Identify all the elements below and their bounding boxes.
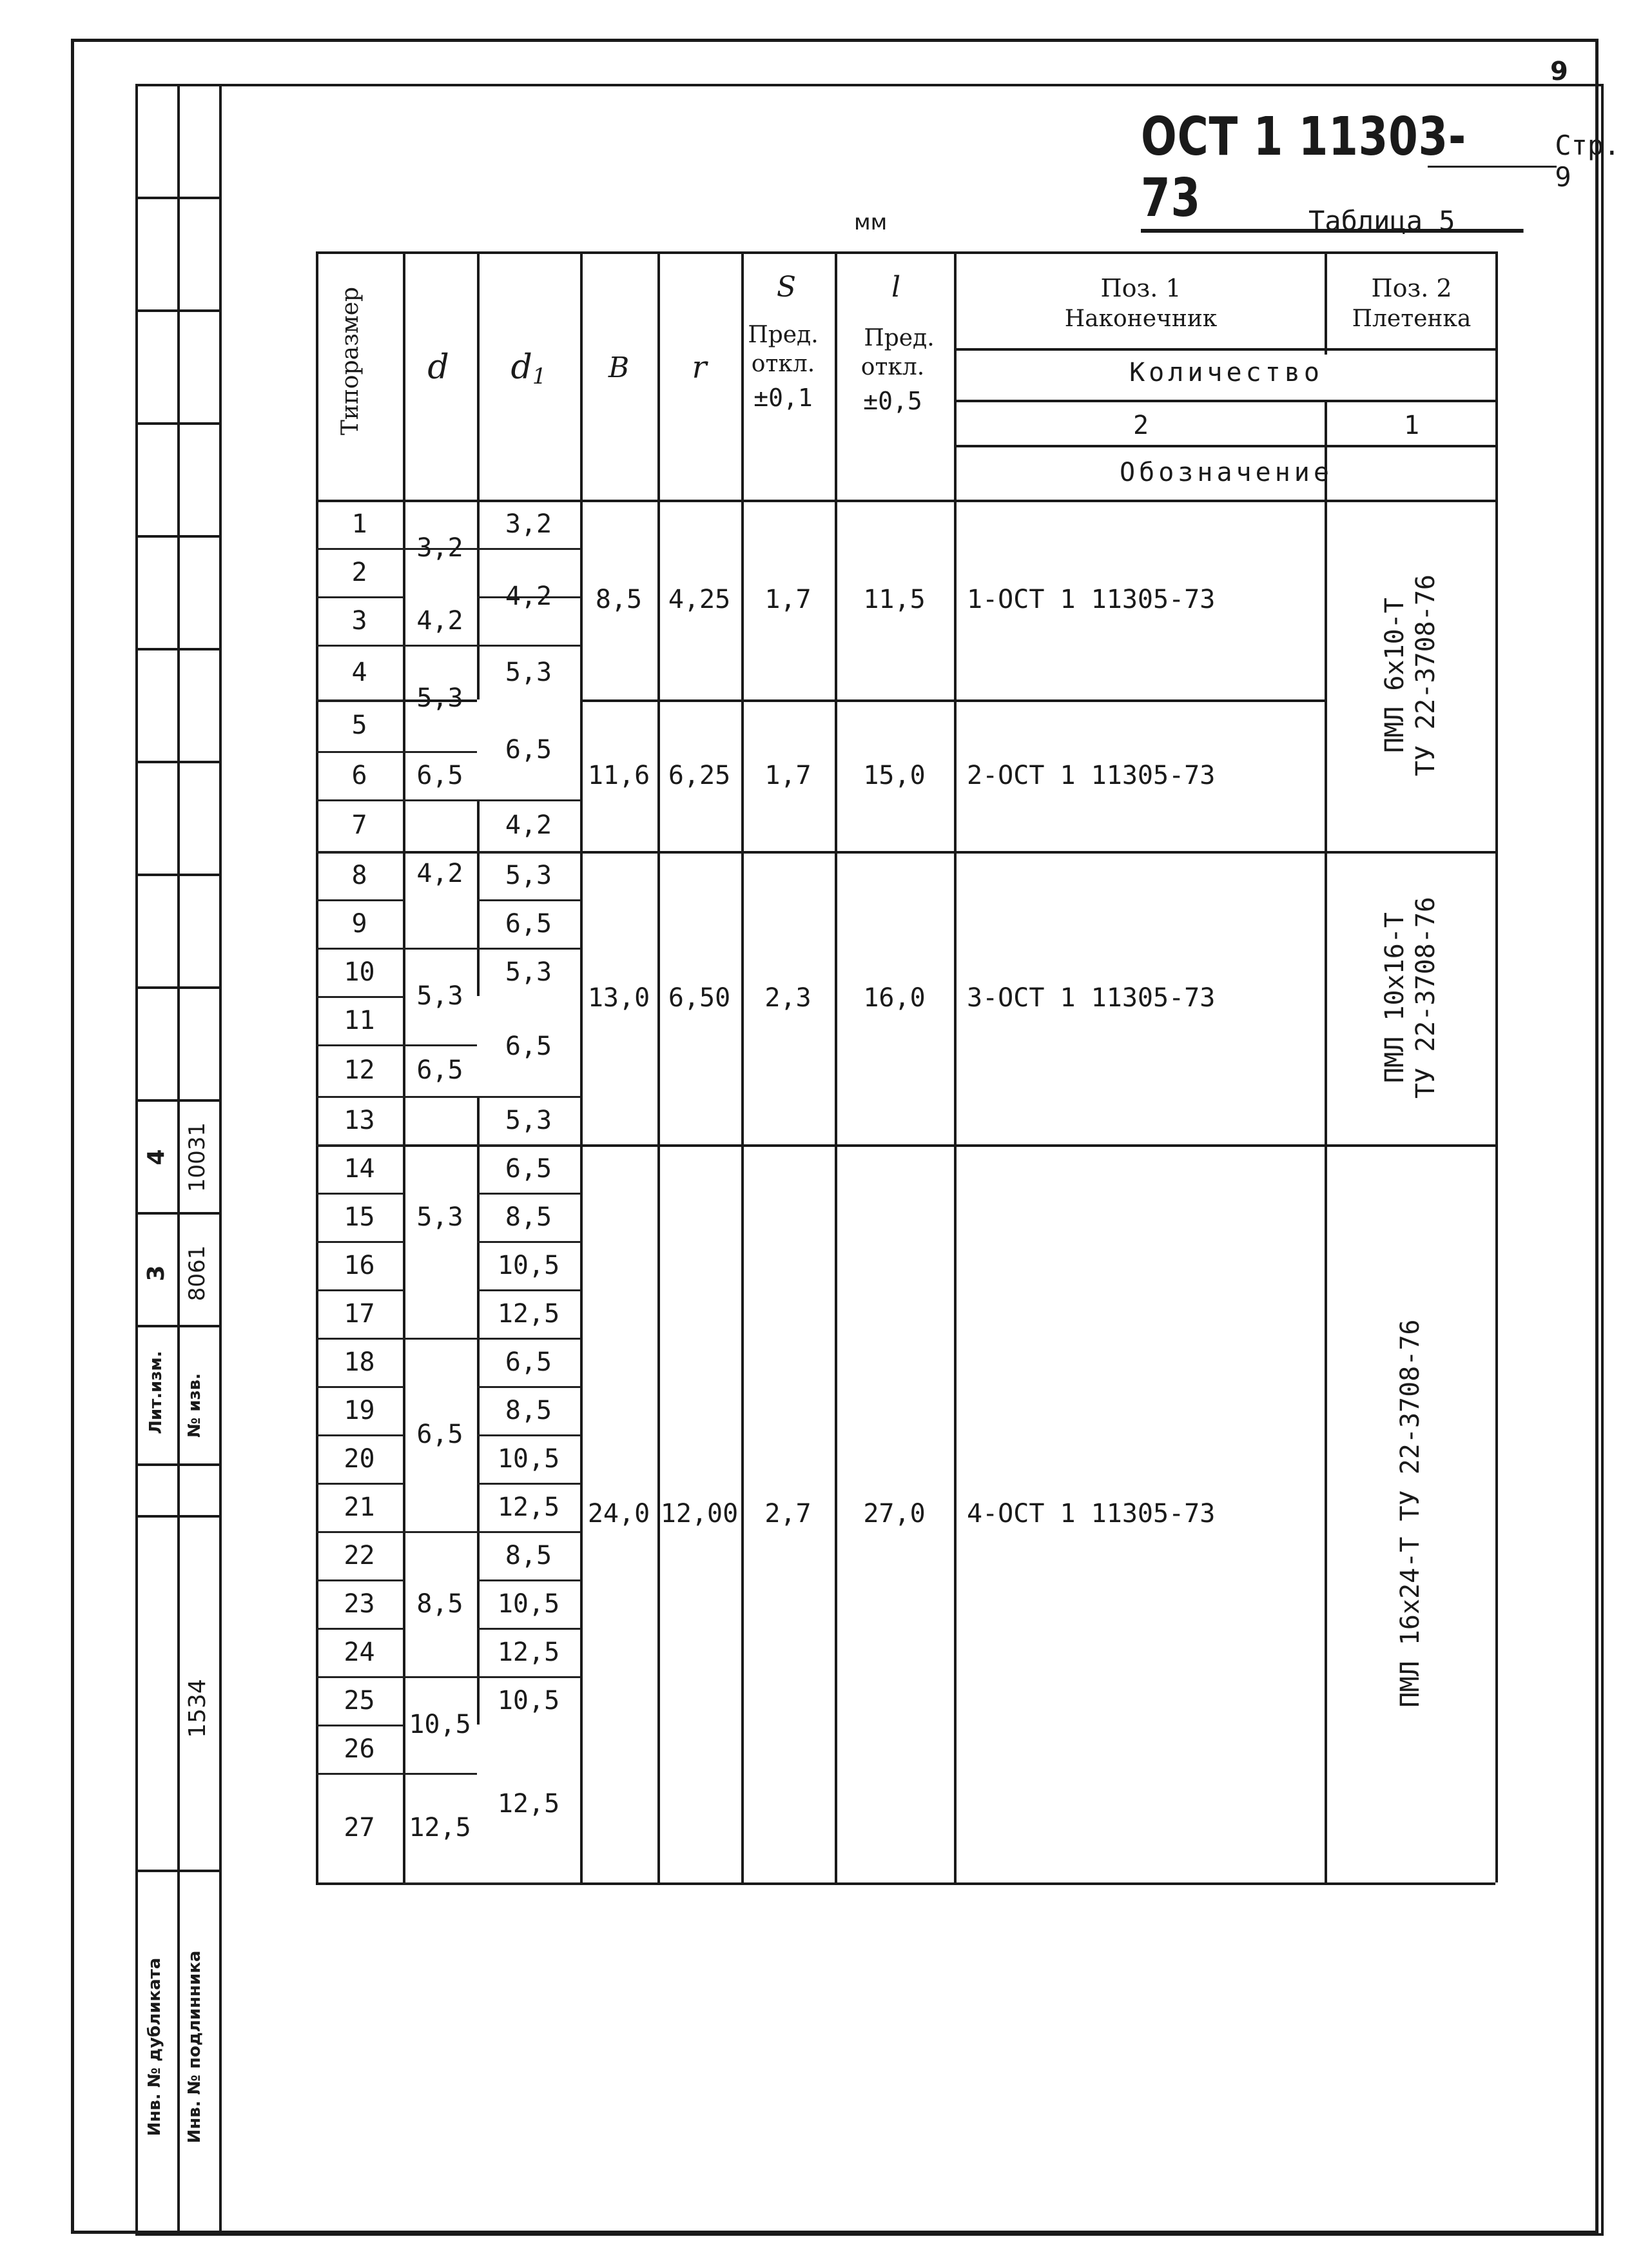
value-S: 2,7 — [764, 1498, 811, 1529]
page-label: Стр. 9 — [1555, 130, 1620, 193]
row-number: 1 — [351, 509, 367, 539]
value-r: 4,25 — [668, 585, 731, 614]
designation-pos1: 3-ОСТ 1 11305-73 — [967, 982, 1216, 1013]
header-S-pred: Пред. — [748, 322, 819, 348]
table-top-border — [316, 251, 1495, 254]
row-number: 15 — [344, 1202, 375, 1232]
standard-number: ОСТ 1 11303-73 — [1141, 106, 1524, 233]
d1-value: 12,5 — [497, 1492, 560, 1522]
row-number: 13 — [344, 1105, 375, 1135]
header-rule — [954, 400, 1495, 402]
header-oboznachenie: Обозначение — [1120, 457, 1333, 487]
stamp-no-izv: № изв. — [185, 1373, 204, 1438]
row-number: 12 — [344, 1055, 375, 1085]
braid-line: ПМЛ 10х16-Т — [1379, 912, 1410, 1083]
value-l: 27,0 — [863, 1498, 926, 1529]
braid-line: ТУ 22-3708-76 — [1410, 574, 1441, 777]
d1-value: 4,2 — [505, 582, 552, 611]
value-B: 13,0 — [587, 982, 650, 1013]
designation-pos2 — [1325, 851, 1495, 1144]
value-l: 11,5 — [863, 585, 926, 614]
d1-merged-value: 6,5 — [477, 996, 580, 1096]
stamp-col4-bot: 10031 — [184, 1122, 210, 1193]
stamp-inv-dup: Инв. № дубликата — [145, 1957, 164, 2136]
header-S-tol: ±0,1 — [753, 384, 813, 412]
row-number: 23 — [344, 1589, 375, 1619]
d1-value: 8,5 — [505, 1202, 552, 1232]
row-number: 9 — [351, 908, 367, 939]
header-rule — [954, 445, 1495, 447]
header-l-otkl: откл. — [860, 354, 925, 380]
d-value: 5,3 — [416, 981, 463, 1011]
d-value: 6,5 — [416, 760, 463, 790]
d1-value: 10,5 — [497, 1443, 560, 1474]
row-number: 20 — [344, 1443, 375, 1474]
d-value: 6,5 — [416, 1420, 463, 1449]
d1-value: 3,2 — [505, 509, 552, 539]
stamp-col3-bot: 8061 — [184, 1245, 210, 1302]
value-r: 6,25 — [668, 760, 731, 790]
row-number: 22 — [344, 1540, 375, 1570]
d1-value: 6,5 — [505, 908, 552, 939]
header-qty-pos2: 1 — [1403, 411, 1420, 440]
d1-value: 5,3 — [505, 1105, 552, 1135]
stamp-lit-izm: Лит.изм. — [146, 1351, 166, 1434]
value-B: 24,0 — [587, 1498, 650, 1529]
row-number: 2 — [351, 557, 367, 587]
title-rule — [1428, 166, 1557, 168]
header-qty-pos1: 2 — [1132, 411, 1149, 440]
header-pos1-name: Наконечник — [1064, 306, 1218, 332]
d-value: 4,2 — [416, 605, 463, 636]
row-number: 6 — [351, 760, 367, 790]
stamp-inv-orig: Инв. № подлинника — [185, 1950, 204, 2144]
header-kolichestvo: Количество — [1129, 358, 1323, 387]
d1-value: 5,3 — [505, 860, 552, 890]
header-S-otkl: откл. — [751, 351, 815, 377]
d1-value: 12,5 — [497, 1298, 560, 1329]
row-number: 19 — [344, 1395, 375, 1425]
braid-line: ПМЛ 16х24-Т ТУ 22-3708-76 — [1395, 1319, 1425, 1708]
d-value: 5,3 — [416, 1202, 463, 1232]
designation-pos1: 2-ОСТ 1 11305-73 — [967, 760, 1216, 790]
stamp-col4-top: 4 — [142, 1149, 170, 1166]
value-r: 12,00 — [660, 1498, 739, 1529]
row-number: 8 — [351, 860, 367, 890]
row-number: 16 — [344, 1250, 375, 1280]
units-label: мм — [854, 210, 888, 235]
d-rule — [403, 1882, 477, 1884]
header-d: d — [427, 348, 449, 387]
d-value: 6,5 — [416, 1055, 463, 1085]
braid-line: ПМЛ 6х10-Т — [1379, 598, 1410, 753]
row-number: 7 — [351, 810, 367, 840]
header-l-pred: Пред. — [864, 325, 935, 351]
row-number: 18 — [344, 1347, 375, 1377]
corner-page-number: 9 — [1550, 57, 1568, 86]
d1-value: 10,5 — [497, 1685, 560, 1716]
d1-value: 6,5 — [505, 1153, 552, 1184]
value-B: 11,6 — [587, 760, 650, 790]
d1-value: 10,5 — [497, 1589, 560, 1619]
d-value: 10,5 — [409, 1710, 471, 1739]
value-l: 15,0 — [863, 760, 926, 790]
row-number: 4 — [351, 657, 367, 687]
designation-pos2 — [1325, 500, 1495, 851]
row-number: 3 — [351, 605, 367, 636]
designation-pos1: 4-ОСТ 1 11305-73 — [967, 1498, 1216, 1529]
d1-value: 6,5 — [505, 1347, 552, 1377]
row-number: 26 — [344, 1734, 375, 1764]
d-value: 8,5 — [416, 1589, 463, 1619]
row-number: 5 — [351, 710, 367, 740]
row-number: 21 — [344, 1492, 375, 1522]
header-l: l — [891, 270, 901, 304]
d1-value: 10,5 — [497, 1250, 560, 1280]
value-r: 6,50 — [668, 982, 731, 1013]
header-pos2-title: Поз. 2 — [1371, 274, 1452, 302]
d-value: 5,3 — [416, 683, 463, 713]
table-label: Таблица 5 — [1308, 205, 1455, 237]
d1-value: 5,3 — [505, 657, 552, 687]
d1-merged-value: 6,5 — [477, 699, 580, 799]
d1-value: 8,5 — [505, 1395, 552, 1425]
d-value: 4,2 — [416, 859, 463, 888]
header-r: r — [692, 349, 707, 386]
d1-rule — [477, 1882, 580, 1884]
designation-pos2 — [1325, 1144, 1495, 1882]
header-pos2-name: Плетенка — [1352, 306, 1472, 332]
row-number: 25 — [344, 1685, 375, 1716]
column-divider — [1325, 251, 1327, 355]
header-d1: d 1 — [510, 348, 547, 389]
header-pos1-title: Поз. 1 — [1100, 274, 1181, 302]
braid-line: ТУ 22-3708-76 — [1410, 896, 1441, 1099]
d1-merged-value: 12,5 — [477, 1725, 580, 1882]
value-S: 1,7 — [764, 585, 811, 614]
header-S: S — [776, 270, 797, 304]
value-S: 2,3 — [764, 982, 811, 1013]
designation-pos1: 1-ОСТ 1 11305-73 — [967, 585, 1216, 614]
row-number: 14 — [344, 1153, 375, 1184]
header-rule — [954, 348, 1495, 351]
row-number: 24 — [344, 1637, 375, 1667]
header-B: B — [608, 351, 630, 384]
header-l-tol: ±0,5 — [863, 387, 922, 415]
row-number: 17 — [344, 1298, 375, 1329]
d1-value: 8,5 — [505, 1540, 552, 1570]
row-number: 10 — [344, 957, 375, 987]
stamp-col3-top: 3 — [142, 1265, 170, 1282]
d1-value: 12,5 — [497, 1637, 560, 1667]
table-right-border — [1495, 251, 1498, 1882]
row-number: 27 — [344, 1813, 375, 1843]
d-value: 12,5 — [409, 1813, 471, 1843]
header-tiporazmer: Типоразмер — [336, 286, 364, 436]
stamp-inv-number: 1534 — [184, 1679, 211, 1738]
value-S: 1,7 — [764, 760, 811, 790]
d-value: 3,2 — [416, 533, 463, 563]
value-l: 16,0 — [863, 982, 926, 1013]
d1-value: 4,2 — [505, 810, 552, 840]
row-number: 11 — [344, 1005, 375, 1035]
value-B: 8,5 — [595, 585, 643, 614]
d1-value: 5,3 — [505, 957, 552, 987]
